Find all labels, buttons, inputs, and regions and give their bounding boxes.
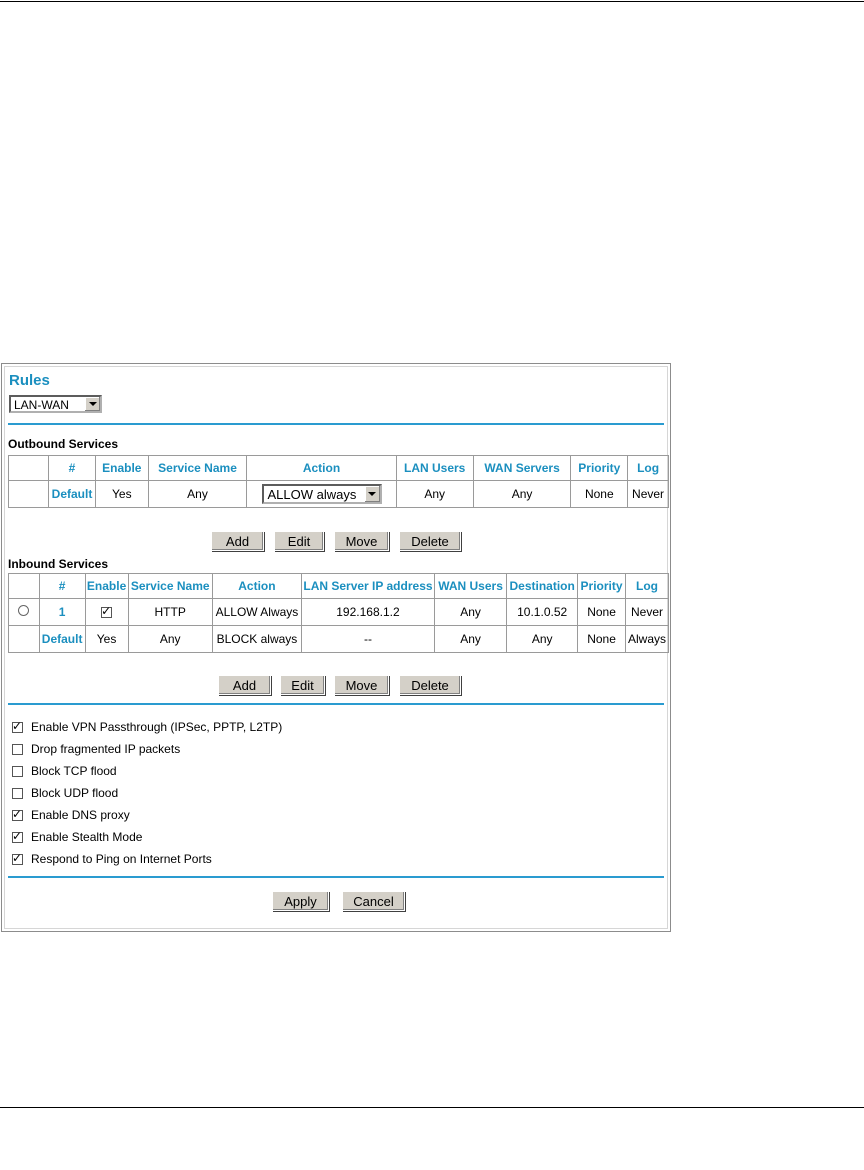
column-header-priority: Priority [578,574,626,599]
table-row [9,626,669,653]
rule-wan-users: Any [434,626,506,653]
table-row [9,599,669,626]
rule-number[interactable]: Default [49,481,96,508]
stealth-mode-checkbox[interactable] [12,828,23,843]
inbound-move-button[interactable]: Move [334,675,389,695]
option-dns-proxy[interactable] [12,807,130,823]
row-select-cell [9,599,40,626]
rule-enable-checkbox[interactable] [101,604,112,619]
dns-proxy-checkbox[interactable] [12,806,23,821]
rule-enable: Yes [95,481,148,508]
rule-lan-users: Any [396,481,473,508]
column-header-select [9,456,49,481]
column-header-service-name: Service Name [148,456,247,481]
separator-line [8,423,664,425]
option-respond-to-ping[interactable] [12,851,212,867]
rule-log: Never [626,599,669,626]
vpn-passthrough-checkbox[interactable] [12,718,23,733]
column-header-wan-users: WAN Users [434,574,506,599]
block-udp-flood-checkbox[interactable] [12,788,23,799]
rule-lan-server-ip: -- [302,626,435,653]
outbound-add-button[interactable]: Add [211,531,264,551]
rule-wan-servers: Any [473,481,571,508]
outbound-delete-button[interactable]: Delete [399,531,461,551]
rule-action: ALLOW Always [212,599,301,626]
rule-lan-server-ip: 192.168.1.2 [302,599,435,626]
column-header-log: Log [628,456,669,481]
row-select-cell [9,481,49,508]
table-row [9,481,669,508]
outbound-move-button[interactable]: Move [334,531,389,551]
rule-service-name: Any [128,626,212,653]
rule-wan-users: Any [434,599,506,626]
rule-service-name: HTTP [128,599,212,626]
separator-line [8,703,664,705]
outbound-services-table [8,455,669,508]
option-label: Enable DNS proxy [31,808,130,822]
option-block-udp-flood[interactable] [12,785,118,801]
column-header-number: # [49,456,96,481]
rules-panel [1,363,671,932]
rule-enable-cell [85,599,128,626]
chevron-down-icon[interactable] [84,397,100,411]
column-header-destination: Destination [507,574,578,599]
row-select-cell [9,626,40,653]
column-header-wan-servers: WAN Servers [473,456,571,481]
action-select-value: ALLOW always [267,487,357,502]
option-label: Block TCP flood [31,764,117,778]
rule-log: Always [626,626,669,653]
column-header-action: Action [212,574,301,599]
rule-number[interactable]: Default [39,626,85,653]
column-header-log: Log [626,574,669,599]
column-header-priority: Priority [571,456,628,481]
rule-priority: None [578,599,626,626]
top-page-rule [0,1,864,2]
column-header-enable: Enable [95,456,148,481]
rule-action: BLOCK always [212,626,301,653]
checkmark-icon: ✓ [12,828,23,843]
checkmark-icon: ✓ [101,604,112,619]
rule-action-cell [247,481,396,508]
checkmark-icon: ✓ [12,806,23,821]
table-header-row [9,574,669,599]
cancel-button[interactable]: Cancel [342,891,405,911]
option-label: Block UDP flood [31,786,119,800]
column-header-select [9,574,40,599]
column-header-action: Action [247,456,396,481]
default-outbound-action-select[interactable] [262,484,382,504]
option-drop-fragmented[interactable] [12,741,180,757]
rule-service-name: Any [148,481,247,508]
inbound-add-button[interactable]: Add [218,675,271,695]
outbound-edit-button[interactable]: Edit [274,531,324,551]
column-header-number: # [39,574,85,599]
rule-priority: None [578,626,626,653]
table-header-row [9,456,669,481]
option-label: Enable Stealth Mode [31,830,143,844]
page-title: Rules [9,372,50,389]
rule-enable: Yes [85,626,128,653]
rule-destination: 10.1.0.52 [507,599,578,626]
inbound-services-table [8,573,669,653]
checkmark-icon: ✓ [12,718,23,733]
option-block-tcp-flood[interactable] [12,763,117,779]
rule-log: Never [628,481,669,508]
column-header-service-name: Service Name [128,574,212,599]
block-tcp-flood-checkbox[interactable] [12,766,23,777]
option-label: Drop fragmented IP packets [31,742,181,756]
rules-direction-select[interactable] [9,395,102,413]
separator-line [8,876,664,878]
respond-to-ping-checkbox[interactable] [12,850,23,865]
rule-number[interactable]: 1 [39,599,85,626]
rule-select-radio[interactable] [18,605,29,616]
column-header-enable: Enable [85,574,128,599]
drop-fragmented-checkbox[interactable] [12,744,23,755]
column-header-lan-server-ip: LAN Server IP address [302,574,435,599]
rule-destination: Any [507,626,578,653]
rules-direction-value: LAN-WAN [14,398,69,412]
option-label: Enable VPN Passthrough (IPSec, PPTP, L2TP) [31,720,283,734]
option-stealth-mode[interactable] [12,829,142,845]
rule-priority: None [571,481,628,508]
option-label: Respond to Ping on Internet Ports [31,852,212,866]
chevron-down-icon[interactable] [364,486,380,502]
option-vpn-passthrough[interactable] [12,719,282,735]
column-header-lan-users: LAN Users [396,456,473,481]
checkmark-icon: ✓ [12,850,23,865]
inbound-edit-button[interactable]: Edit [280,675,325,695]
outbound-services-heading: Outbound Services [8,437,119,451]
inbound-delete-button[interactable]: Delete [399,675,461,695]
inbound-services-heading: Inbound Services [8,557,109,571]
bottom-page-rule [0,1107,864,1108]
apply-button[interactable]: Apply [272,891,329,911]
